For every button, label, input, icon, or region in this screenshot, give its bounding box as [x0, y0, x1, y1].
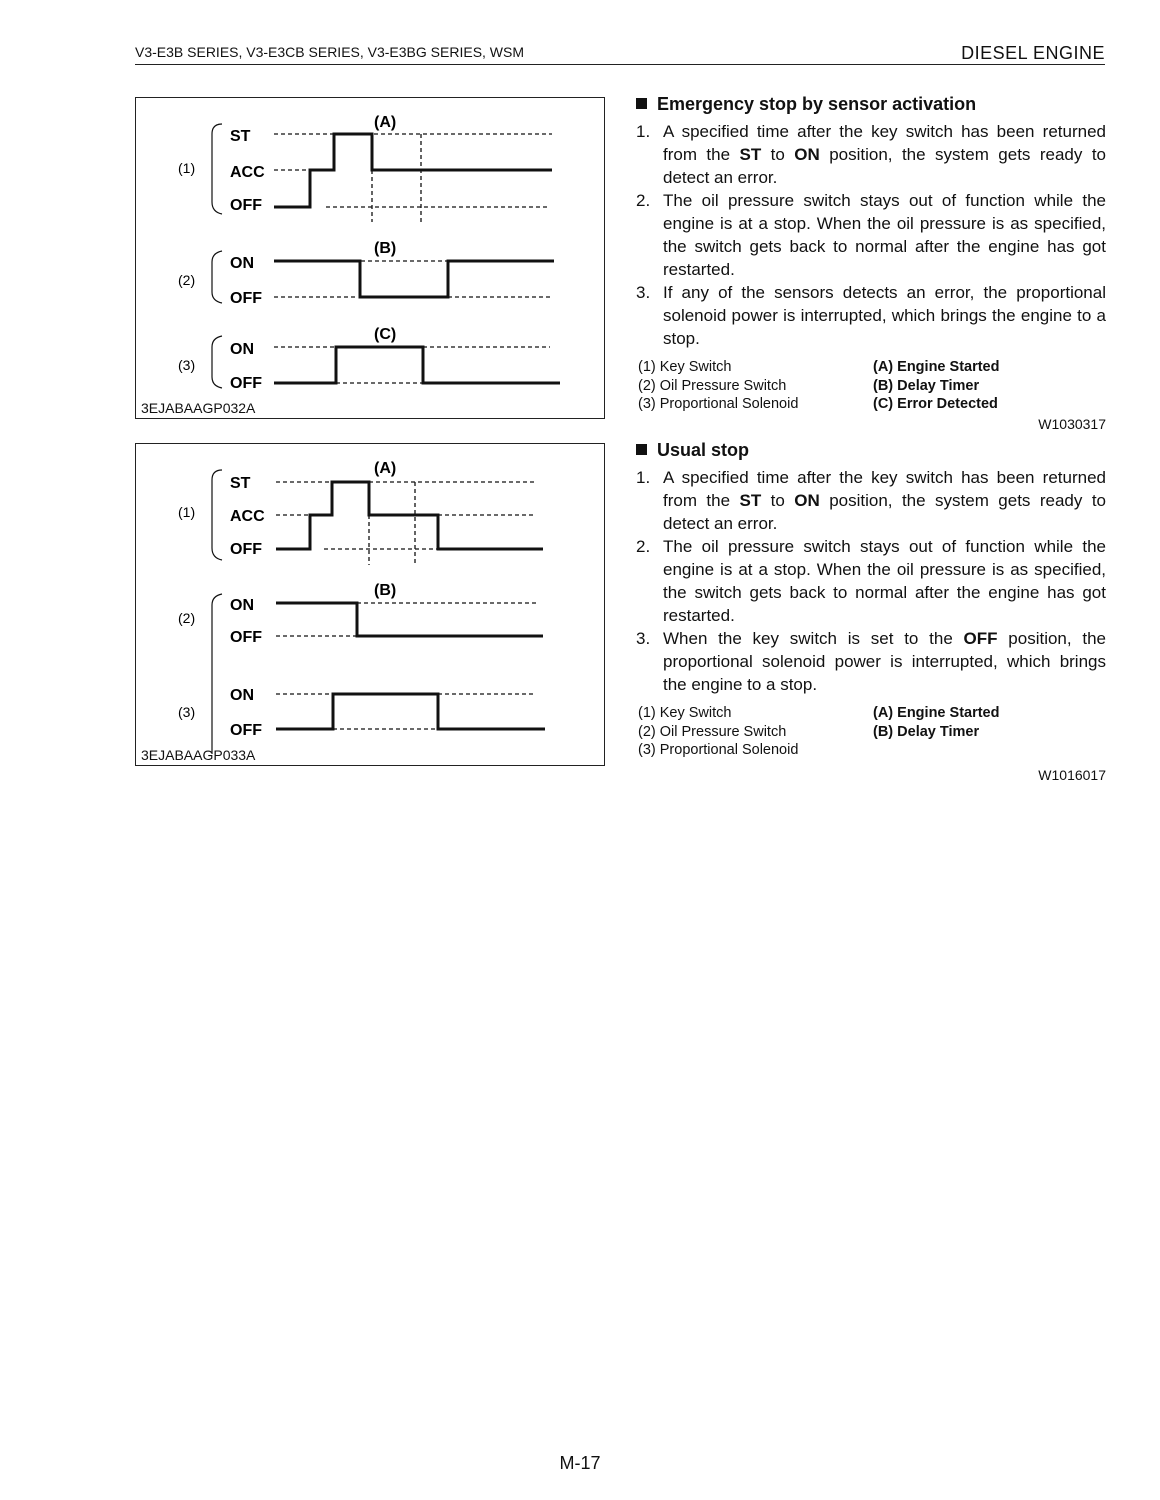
reference-code: W1030317 [1038, 416, 1106, 432]
step-item [636, 627, 1106, 696]
diagram-label: OFF [230, 629, 262, 646]
step-item [636, 535, 1106, 627]
legend-right [873, 358, 999, 414]
figure-code: 3EJABAAGP033A [141, 747, 256, 763]
timing-diagram-emergency-svg [136, 98, 604, 418]
page-number: M-17 [559, 1453, 601, 1473]
step-item [636, 466, 1106, 535]
diagram-label: ON [230, 687, 254, 704]
legend-item: (A) Engine Started [873, 359, 1000, 375]
diagram-label: ACC [230, 164, 265, 181]
diagram-label: (A) [374, 114, 397, 131]
section-title [636, 92, 1106, 116]
section-title-text: Usual stop [657, 440, 750, 460]
diagram-label: OFF [230, 541, 262, 558]
step-text: position, the system gets ready to detect an error. [663, 491, 1106, 533]
steps-list [636, 120, 1106, 350]
step-keyword: ON [794, 145, 820, 164]
step-number: 1. [636, 468, 651, 487]
signal-proportional-solenoid [274, 347, 560, 383]
step-text: to [761, 145, 795, 164]
section-usual-stop [636, 438, 1106, 783]
diagram-label: ON [230, 597, 254, 614]
diagram-label: OFF [230, 375, 262, 392]
legend-item: (2) Oil Pressure Switch [638, 377, 787, 394]
diagram-label: (3) [178, 704, 196, 720]
brace [212, 336, 222, 388]
step-text: If any of the sensors detects an error, the proportional solenoid power is interrupted, which brings the engine to a stop. [663, 283, 1106, 348]
step-number: 3. [636, 629, 651, 648]
diagram-label: ST [230, 475, 251, 492]
square-bullet-icon [636, 444, 647, 455]
legend-item: (1) Key Switch [638, 705, 732, 721]
step-number: 2. [636, 537, 651, 556]
legend-item: (1) Key Switch [638, 359, 732, 375]
step-keyword: OFF [963, 629, 998, 648]
step-keyword: ON [794, 491, 820, 510]
steps-list [636, 466, 1106, 696]
diagram-label: OFF [230, 197, 262, 214]
step-text: The oil pressure switch stays out of function while the engine is at a stop. When the oil pressure is as specified, the switch gets back to normal after the engine has got restarted. [663, 191, 1106, 279]
step-number: 1. [636, 122, 651, 141]
diagram-label: ON [230, 255, 254, 272]
diagram-label: (A) [374, 460, 397, 477]
timing-diagram-usual-svg [136, 444, 604, 765]
diagram-label: (1) [178, 160, 196, 176]
step-text: A specified time after the key switch has been returned from the [663, 468, 1106, 510]
legend [636, 358, 1106, 414]
legend-right [873, 704, 999, 741]
diagram-label: (2) [178, 272, 196, 288]
step-text: position, the system gets ready to detect an error. [663, 145, 1106, 187]
diagram-label: OFF [230, 722, 262, 739]
step-number: 3. [636, 283, 651, 302]
step-keyword: ST [739, 491, 762, 510]
timing-diagram-emergency-stop [135, 97, 605, 419]
legend [636, 704, 1106, 760]
step-text: to [761, 491, 795, 510]
step-item [636, 189, 1106, 281]
reference-code: W1016017 [1038, 767, 1106, 783]
legend-item: (3) Proportional Solenoid [638, 742, 799, 758]
header-rule [135, 64, 1105, 65]
brace [212, 124, 222, 214]
legend-item: (B) Delay Timer [873, 723, 980, 740]
signal-key-switch [274, 134, 552, 207]
signal-oil-pressure-switch [276, 603, 543, 636]
section-emergency-stop [636, 92, 1106, 432]
step-keyword: ST [739, 145, 762, 164]
step-text: position, the proportional solenoid power is interrupted, which brings the engine to a stop. [663, 629, 1106, 694]
step-item [636, 120, 1106, 189]
diagram-label: (B) [374, 582, 397, 599]
legend-item: (B) Delay Timer [873, 377, 980, 394]
diagram-label: (2) [178, 610, 196, 626]
brace [212, 594, 222, 754]
legend-item: (C) Error Detected [873, 396, 998, 412]
step-number: 2. [636, 191, 651, 210]
diagram-label: (C) [374, 326, 397, 343]
brace [212, 470, 222, 560]
diagram-label: ON [230, 341, 254, 358]
legend-left [638, 704, 798, 760]
header-series: V3-E3B SERIES, V3-E3CB SERIES, V3-E3BG SERIES, WSM [135, 44, 525, 60]
section-title [636, 438, 1106, 462]
figure-code: 3EJABAAGP032A [141, 400, 256, 416]
legend-item: (A) Engine Started [873, 705, 1000, 721]
brace [212, 251, 222, 303]
step-text: When the key switch is set to the [663, 629, 964, 648]
signal-oil-pressure-switch [274, 261, 554, 297]
diagram-label: (B) [374, 240, 397, 257]
section-title-text: Emergency stop by sensor activation [657, 94, 977, 114]
diagram-label: ST [230, 128, 251, 145]
diagram-label: ACC [230, 508, 265, 525]
legend-left [638, 358, 798, 414]
legend-item: (3) Proportional Solenoid [638, 396, 799, 412]
legend-item: (2) Oil Pressure Switch [638, 723, 787, 740]
header-section-title: DIESEL ENGINE [961, 43, 1105, 63]
square-bullet-icon [636, 98, 647, 109]
timing-diagram-usual-stop [135, 443, 605, 766]
step-text: A specified time after the key switch has been returned from the [663, 122, 1106, 164]
diagram-label: (1) [178, 504, 196, 520]
diagram-label: OFF [230, 290, 262, 307]
step-text: The oil pressure switch stays out of function while the engine is at a stop. When the oil pressure is as specified, the switch gets back to normal after the engine has got restarted. [663, 537, 1106, 625]
diagram-label: (3) [178, 357, 196, 373]
step-item [636, 281, 1106, 350]
signal-proportional-solenoid [276, 694, 545, 729]
